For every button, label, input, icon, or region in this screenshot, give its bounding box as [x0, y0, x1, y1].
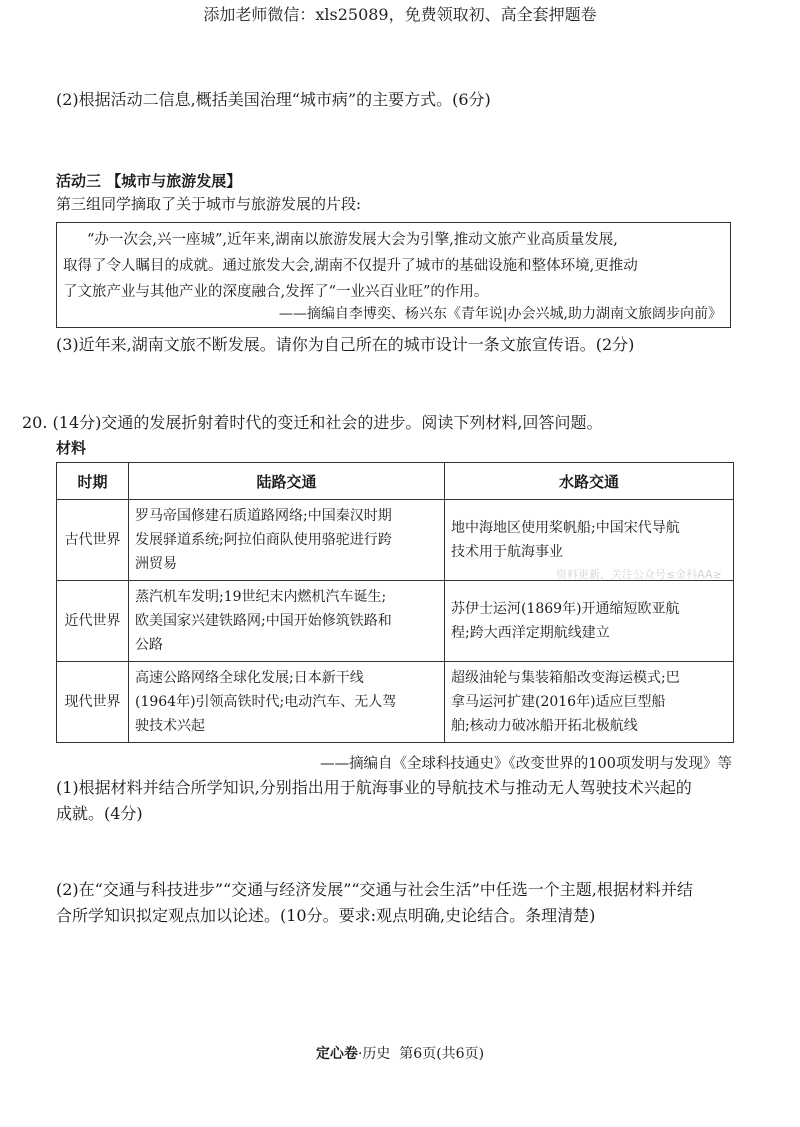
quote-line: “办一次会,兴一座城”,近年来,湖南以旅游发展大会为引擎,推动文旅产业高质量发展,: [87, 232, 618, 248]
question-19-2: (2)根据活动二信息,概括美国治理“城市病”的主要方式。(6分): [56, 90, 491, 109]
table-header-cell: 时期: [57, 463, 129, 500]
footer-subject: ·历史: [357, 1046, 391, 1062]
cell-line: 欧美国家兴建铁路网;中国开始修筑铁路和: [135, 613, 392, 629]
table-source: ——摘编自《全球科技通史》《改变世界的100项发明与发现》等: [320, 756, 732, 772]
footer-brand: 定心卷: [315, 1046, 358, 1062]
question-20-stem: 20. (14分)交通的发展折射着时代的变迁和社会的进步。阅读下列材料,回答问题。: [22, 413, 603, 432]
table-header-cell: 陆路交通: [129, 463, 445, 500]
table-header-row: [57, 463, 734, 500]
cell-line: 苏伊士运河(1869年)开通缩短欧亚航: [451, 601, 680, 617]
question-20-2-line: 合所学知识拟定观点加以论述。(10分。要求:观点明确,史论结合。条理清楚): [56, 906, 596, 925]
material-table: [56, 462, 734, 743]
era-cell: 古代世界: [57, 500, 129, 581]
quote-line: 了文旅产业与其他产业的深度融合,发挥了“一业兴百业旺”的作用。: [63, 284, 489, 300]
quote-line: 取得了令人瞩目的成就。通过旅发大会,湖南不仅提升了城市的基础设施和整体环境,更推动: [63, 258, 638, 274]
header-note: 添加老师微信：xls25089，免费领取初、高全套押题卷: [203, 5, 597, 24]
cell-line: 技术用于航海事业: [451, 544, 563, 560]
cell-line: 高速公路网络全球化发展;日本新干线: [135, 670, 364, 686]
land-cell: [129, 662, 445, 743]
cell-line: 公路: [135, 637, 163, 653]
water-cell: [445, 662, 734, 743]
land-cell: [129, 581, 445, 662]
cell-line: 蒸汽机车发明;19世纪末内燃机汽车诞生;: [135, 589, 387, 605]
cell-line: 洲贸易: [135, 556, 177, 572]
activity-3-intro: 第三组同学摘取了关于城市与旅游发展的片段:: [56, 195, 362, 213]
cell-line: 发展驿道系统;阿拉伯商队使用骆驼进行跨: [135, 532, 392, 548]
quote-source: ——摘编自李博奕、杨兴东《青年说|办会兴城,助力湖南文旅阔步向前》: [278, 306, 722, 322]
era-cell: 现代世界: [57, 662, 129, 743]
question-20-1-line: 成就。(4分): [56, 804, 143, 823]
cell-line: 超级油轮与集装箱船改变海运模式;巴: [451, 670, 680, 686]
table-row: [57, 662, 734, 743]
material-label: 材料: [56, 439, 87, 457]
table-row: [57, 581, 734, 662]
watermark: 资料更新，关注公众号≤金科AA≥: [556, 568, 722, 581]
page-footer: [0, 1043, 800, 1063]
question-20-1-line: (1)根据材料并结合所学知识,分别指出用于航海事业的导航技术与推动无人驾驶技术兴起的: [56, 778, 692, 797]
cell-line: 地中海地区使用桨帆船;中国宋代导航: [451, 520, 680, 536]
cell-line: 程;跨大西洋定期航线建立: [451, 625, 610, 641]
cell-line: 舶;核动力破冰船开拓北极航线: [451, 718, 638, 734]
water-cell: [445, 581, 734, 662]
cell-line: 罗马帝国修建石质道路网络;中国秦汉时期: [135, 508, 392, 524]
land-cell: [129, 500, 445, 581]
cell-line: 驶技术兴起: [135, 718, 205, 734]
activity-3-title: 活动三 【城市与旅游发展】: [56, 172, 242, 190]
question-20-2-line: (2)在“交通与科技进步”“交通与经济发展”“交通与社会生活”中任选一个主题,根据材料并结: [56, 880, 693, 899]
cell-line: 拿马运河扩建(2016年)适应巨型船: [451, 694, 666, 710]
quote-box: [56, 222, 731, 328]
table-header-cell: 水路交通: [445, 463, 734, 500]
question-19-3: (3)近年来,湖南文旅不断发展。请你为自己所在的城市设计一条文旅宣传语。(2分): [56, 335, 635, 354]
era-cell: 近代世界: [57, 581, 129, 662]
footer-page: 第6页(共6页): [399, 1046, 485, 1062]
cell-line: (1964年)引领高铁时代;电动汽车、无人驾: [135, 694, 397, 710]
